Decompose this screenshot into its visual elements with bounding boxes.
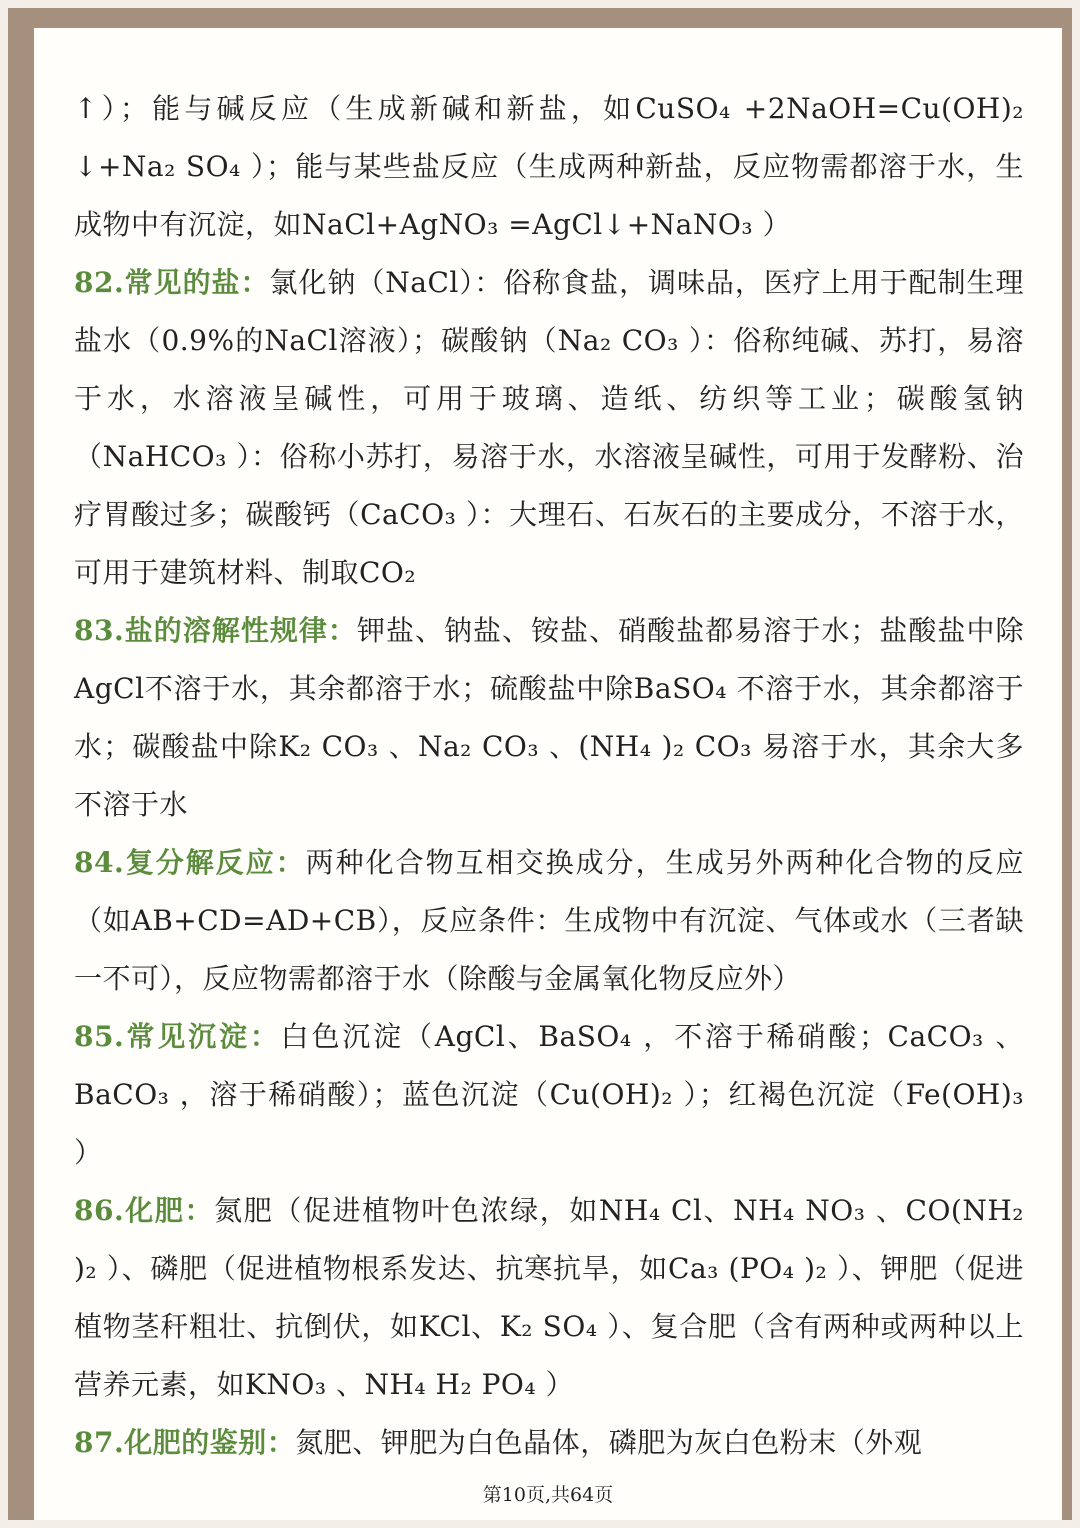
section-83 <box>74 602 1024 834</box>
section-text: 氮肥、钾肥为白色晶体，磷肥为灰白色粉末（外观 <box>295 1426 923 1459</box>
section-heading: 86.化肥： <box>74 1194 215 1227</box>
section-86 <box>74 1182 1024 1414</box>
page-number: 第10页,共64页 <box>482 1484 614 1506</box>
section-84 <box>74 834 1024 1008</box>
section-heading: 85.常见沉淀： <box>74 1020 281 1053</box>
section-text: 氯化钠（NaCl）：俗称食盐，调味品，医疗上用于配制生理盐水（0.9%的NaCl溶液）；碳酸钠（Na₂ CO₃ ）：俗称纯碱、苏打，易溶于水，水溶液呈碱性，可用于玻璃、造纸、纺织等工业；碳酸氢钠（NaHCO₃ ）：俗称小苏打，易溶于水，水溶液呈碱性，可用于发酵粉、治疗胃酸过多；碳酸钙（CaCO₃ ）：大理石、石灰石的主要成分，不溶于水，可用于建筑材料、制取CO₂ <box>74 266 1025 589</box>
section-text: 白色沉淀（AgCl、BaSO₄ ，不溶于稀硝酸；CaCO₃ 、BaCO₃ ，溶于稀硝酸）；蓝色沉淀（Cu(OH)₂ ）；红褐色沉淀（Fe(OH)₃ ） <box>74 1020 1024 1169</box>
section-82 <box>74 254 1024 602</box>
section-heading: 82.常见的盐： <box>74 266 270 299</box>
section-text: 氮肥（促进植物叶色浓绿，如NH₄ Cl、NH₄ NO₃ 、CO(NH₂ )₂ ）、磷肥（促进植物根系发达、抗寒抗旱，如Ca₃ (PO₄ )₂ ）、钾肥（促进植物茎秆粗壮、抗倒伏，如KCl、K₂ SO₄ ）、复合肥（含有两种或两种以上营养元素，如KNO₃ 、NH₄ H₂ PO₄ ） <box>74 1194 1025 1401</box>
page-frame <box>8 8 1072 1520</box>
section-85 <box>74 1008 1024 1182</box>
document-body <box>74 80 1024 1472</box>
section-text: 钾盐、钠盐、铵盐、硝酸盐都易溶于水；盐酸盐中除AgCl不溶于水，其余都溶于水；硫酸盐中除BaSO₄ 不溶于水，其余都溶于水；碳酸盐中除K₂ CO₃ 、Na₂ CO₃ 、(NH₄ )₂ CO₃ 易溶于水，其余大多不溶于水 <box>74 614 1024 821</box>
intro-paragraph: ↑）；能与碱反应（生成新碱和新盐，如CuSO₄ +2NaOH=Cu(OH)₂ ↓+Na₂ SO₄ ）；能与某些盐反应（生成两种新盐，反应物需都溶于水，生成物中有沉淀，如NaCl+AgNO₃ =AgCl↓+NaNO₃ ） <box>74 92 1024 241</box>
section-87 <box>74 1414 1024 1472</box>
section-heading: 84.复分解反应： <box>74 846 306 879</box>
section-heading: 83.盐的溶解性规律： <box>74 614 357 647</box>
document-page <box>34 28 1062 1520</box>
section-text: 两种化合物互相交换成分，生成另外两种化合物的反应（如AB+CD=AD+CB），反应条件：生成物中有沉淀、气体或水（三者缺一不可），反应物需都溶于水（除酸与金属氧化物反应外） <box>74 846 1024 995</box>
section-heading: 87.化肥的鉴别： <box>74 1426 296 1459</box>
